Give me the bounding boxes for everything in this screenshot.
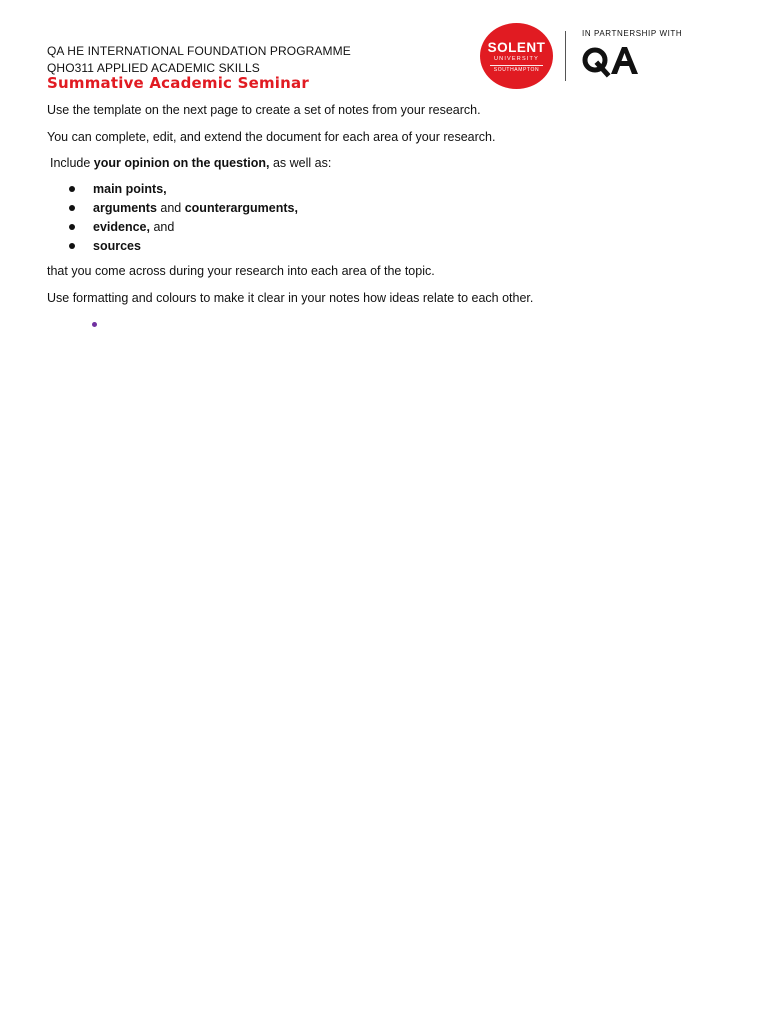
list-item xyxy=(47,219,298,238)
list-item-text: and xyxy=(156,201,185,215)
solent-logo-university: UNIVERSITY xyxy=(493,56,539,62)
solent-logo-city: SOUTHAMPTON xyxy=(493,67,540,73)
bullet-icon xyxy=(69,243,75,249)
instruction-paragraph-3 xyxy=(50,155,331,172)
module-name: QHO311 APPLIED ACADEMIC SKILLS xyxy=(47,61,260,75)
partnership-text: IN PARTNERSHIP WITH xyxy=(582,29,683,38)
para3-suffix: as well as: xyxy=(269,156,332,170)
list-item xyxy=(47,181,298,200)
list-item-bold-2: counterarguments, xyxy=(184,201,298,215)
list-item-bold: arguments xyxy=(93,201,157,215)
programme-name: QA HE INTERNATIONAL FOUNDATION PROGRAMME xyxy=(47,44,351,58)
partnership-logo xyxy=(480,23,690,89)
instruction-paragraph-1: Use the template on the next page to create a set of notes from your research. xyxy=(47,103,481,117)
document-title: Summative Academic Seminar xyxy=(47,74,309,92)
qa-logo-mark xyxy=(582,43,638,81)
solent-logo-rule xyxy=(490,65,543,66)
list-item-bold: sources xyxy=(93,239,141,253)
solent-logo-name: SOLENT xyxy=(487,40,546,55)
list-item-bold: main points, xyxy=(93,182,167,196)
document-header xyxy=(47,43,351,77)
bullet-icon xyxy=(69,205,75,211)
list-item xyxy=(47,200,298,219)
instruction-paragraph-2: You can complete, edit, and extend the document for each area of your research. xyxy=(47,130,496,144)
solent-university-logo xyxy=(480,23,553,89)
instruction-paragraph-4: that you come across during your research into each area of the topic. xyxy=(47,264,435,278)
bullet-icon xyxy=(69,186,75,192)
para3-prefix: Include xyxy=(50,156,94,170)
instruction-paragraph-5: Use formatting and colours to make it clear in your notes how ideas relate to each other. xyxy=(47,291,534,305)
para3-bold: your opinion on the question, xyxy=(93,156,270,170)
list-item-text: and xyxy=(149,220,175,234)
requirements-list xyxy=(47,181,298,257)
empty-bullet-icon xyxy=(92,322,97,327)
list-item xyxy=(47,238,298,257)
bullet-icon xyxy=(69,224,75,230)
logo-divider xyxy=(565,31,566,81)
list-item-bold: evidence, xyxy=(93,220,150,234)
